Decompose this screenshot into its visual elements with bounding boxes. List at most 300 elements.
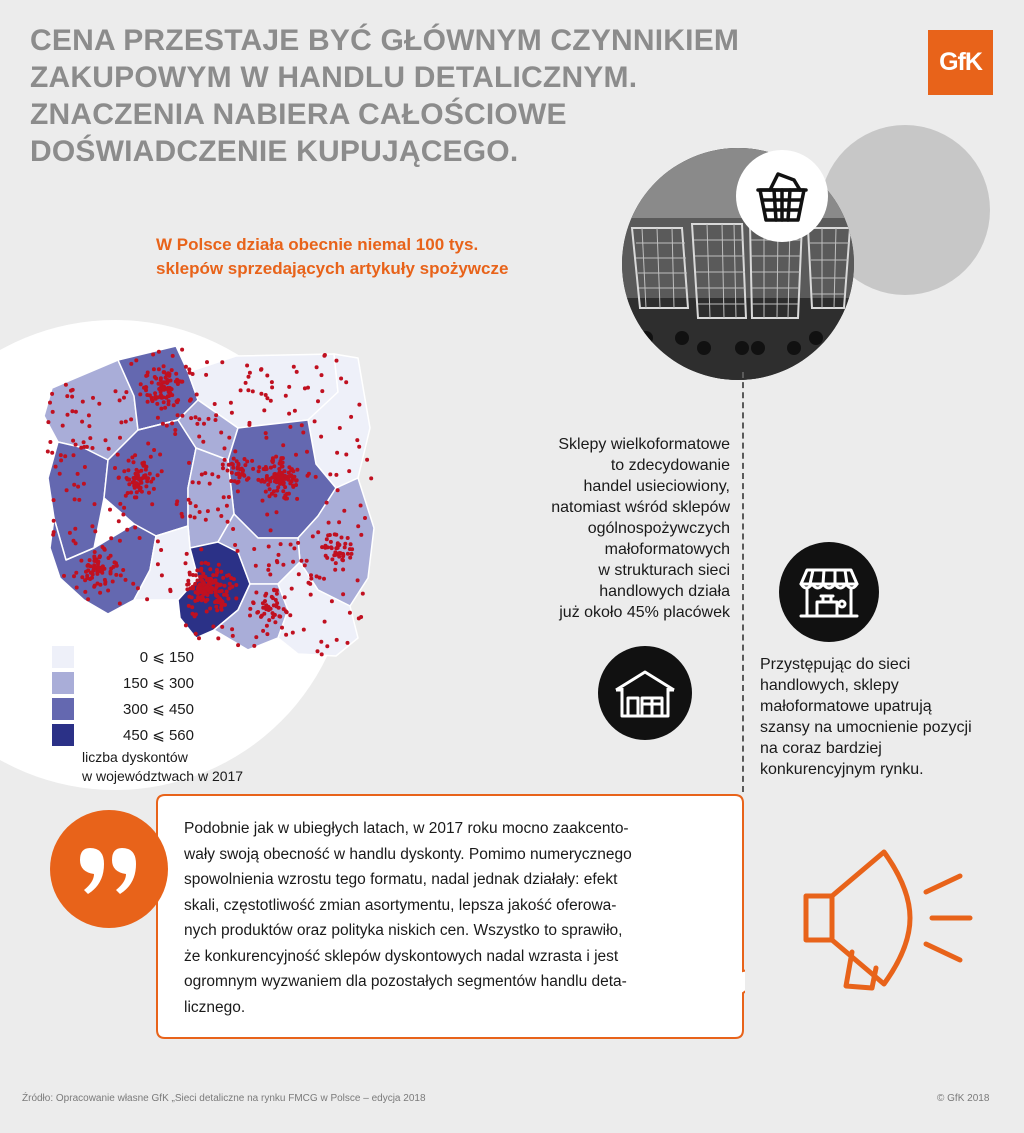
- store-dot: [221, 466, 225, 470]
- store-dot: [295, 497, 299, 501]
- dashed-connector: [742, 372, 744, 792]
- store-dot: [191, 480, 195, 484]
- store-dot: [326, 545, 330, 549]
- store-dot: [194, 632, 198, 636]
- store-dot: [287, 478, 291, 482]
- store-dot: [230, 462, 234, 466]
- headline-line: ZNACZENIA NABIERA CAŁOŚCIOWE: [30, 98, 567, 131]
- store-dot: [214, 413, 218, 417]
- store-dot: [135, 484, 139, 488]
- store-dot: [207, 580, 211, 584]
- store-dot: [230, 411, 234, 415]
- info-line: handlowych działa: [599, 583, 730, 600]
- warehouse-icon: [598, 646, 692, 740]
- store-dot: [226, 469, 230, 473]
- store-dot: [233, 449, 237, 453]
- store-dot: [64, 383, 68, 387]
- store-dot: [152, 448, 156, 452]
- store-dot: [277, 553, 281, 557]
- store-dot: [252, 644, 256, 648]
- store-dot: [266, 606, 270, 610]
- info-line: już około 45% placówek: [559, 604, 730, 621]
- store-dot: [145, 476, 149, 480]
- store-dot: [272, 603, 276, 607]
- store-dot: [184, 623, 188, 627]
- store-dot: [243, 457, 247, 461]
- store-dot: [51, 410, 55, 414]
- store-dot: [288, 425, 292, 429]
- store-dot: [325, 556, 329, 560]
- store-dot: [113, 560, 117, 564]
- store-dot: [261, 601, 265, 605]
- store-dot: [114, 389, 118, 393]
- store-dot: [315, 365, 319, 369]
- store-dot: [185, 552, 189, 556]
- quote-line: ogromnym wyzwaniem dla pozostałych segmentów handlu deta-: [184, 973, 627, 990]
- store-dot: [207, 588, 211, 592]
- store-dot: [301, 431, 305, 435]
- store-dot: [144, 465, 148, 469]
- headline-line: ZAKUPOWYM W HANDLU DETALICZNYM.: [30, 61, 638, 94]
- store-dot: [107, 447, 111, 451]
- store-dot: [225, 504, 229, 508]
- store-dot: [316, 649, 320, 653]
- store-dot: [265, 632, 269, 636]
- store-dot: [119, 573, 123, 577]
- store-dot: [336, 546, 340, 550]
- store-dot: [93, 529, 97, 533]
- store-dot: [58, 472, 62, 476]
- store-dot: [72, 483, 76, 487]
- store-dot: [216, 507, 220, 511]
- store-dot: [132, 476, 136, 480]
- store-dot: [160, 469, 164, 473]
- store-dot: [269, 466, 273, 470]
- store-dot: [51, 533, 55, 537]
- store-dot: [196, 596, 200, 600]
- store-dot: [197, 636, 201, 640]
- store-dot: [226, 597, 230, 601]
- store-dot: [189, 416, 193, 420]
- store-dot: [191, 612, 195, 616]
- store-dot: [211, 625, 215, 629]
- shop-stall-icon: [779, 542, 879, 642]
- store-dot: [199, 587, 203, 591]
- store-dot: [166, 371, 170, 375]
- store-dot: [247, 476, 251, 480]
- store-dot: [92, 555, 96, 559]
- store-dot: [320, 545, 324, 549]
- store-dot: [305, 450, 309, 454]
- store-dot: [329, 540, 333, 544]
- store-dot: [46, 450, 50, 454]
- store-dot: [174, 372, 178, 376]
- info-line: małoformatowych: [604, 541, 730, 558]
- store-dot: [322, 354, 326, 358]
- store-dot: [363, 516, 367, 520]
- store-dot: [85, 445, 89, 449]
- store-dot: [157, 367, 161, 371]
- store-dot: [314, 475, 318, 479]
- store-dot: [117, 519, 121, 523]
- store-dot: [76, 485, 80, 489]
- store-dot: [122, 506, 126, 510]
- store-dot: [74, 410, 78, 414]
- store-dot: [142, 386, 146, 390]
- store-dot: [323, 620, 327, 624]
- store-dot: [277, 606, 281, 610]
- store-dot: [248, 371, 252, 375]
- store-dot: [217, 563, 221, 567]
- store-dot: [311, 534, 315, 538]
- store-dot: [334, 533, 338, 537]
- store-dot: [292, 365, 296, 369]
- store-dot: [325, 537, 329, 541]
- store-dot: [146, 442, 150, 446]
- quote-text: [184, 816, 718, 1020]
- store-dot: [93, 550, 97, 554]
- large-formats-info: [480, 434, 730, 623]
- store-dot: [272, 474, 276, 478]
- store-dot: [221, 600, 225, 604]
- store-dot: [163, 406, 167, 410]
- store-dot: [220, 360, 224, 364]
- legend-swatch: [52, 646, 74, 668]
- store-dot: [200, 473, 204, 477]
- store-dot: [61, 424, 65, 428]
- store-dot: [91, 396, 95, 400]
- store-dot: [200, 561, 204, 565]
- store-dot: [193, 516, 197, 520]
- legend-swatch: [52, 698, 74, 720]
- store-dot: [83, 465, 87, 469]
- info-line: szansy na umocnienie pozycji: [760, 719, 972, 736]
- store-dot: [205, 610, 209, 614]
- store-dot: [349, 415, 353, 419]
- store-dot: [248, 607, 252, 611]
- store-dot: [305, 559, 309, 563]
- info-line: ogólnospożywczych: [587, 520, 730, 537]
- store-dot: [322, 577, 326, 581]
- store-dot: [254, 635, 258, 639]
- store-dot: [213, 579, 217, 583]
- store-dot: [125, 528, 129, 532]
- store-dot: [129, 362, 133, 366]
- megaphone-icon: [792, 848, 1012, 998]
- store-dot: [233, 543, 237, 547]
- store-dot: [153, 375, 157, 379]
- store-dot: [170, 368, 174, 372]
- store-dot: [133, 453, 137, 457]
- store-dot: [214, 605, 218, 609]
- store-dot: [350, 547, 354, 551]
- store-dot: [100, 571, 104, 575]
- store-dot: [259, 392, 263, 396]
- store-dot: [180, 512, 184, 516]
- store-dot: [194, 590, 198, 594]
- store-dot: [269, 399, 273, 403]
- store-dot: [268, 494, 272, 498]
- store-dot: [223, 458, 227, 462]
- store-dot: [316, 530, 320, 534]
- store-dot: [197, 435, 201, 439]
- store-dot: [82, 440, 86, 444]
- store-dot: [281, 489, 285, 493]
- store-dot: [221, 463, 225, 467]
- store-dot: [202, 597, 206, 601]
- store-dot: [80, 575, 84, 579]
- store-dot: [275, 559, 279, 563]
- store-dot: [272, 613, 276, 617]
- store-dot: [295, 468, 299, 472]
- store-dot: [225, 590, 229, 594]
- store-dot: [346, 641, 350, 645]
- store-dot: [116, 453, 120, 457]
- store-dot: [236, 489, 240, 493]
- store-dot: [72, 539, 76, 543]
- store-dot: [220, 604, 224, 608]
- store-dot: [162, 400, 166, 404]
- store-dot: [136, 473, 140, 477]
- store-dot: [356, 524, 360, 528]
- store-dot: [205, 360, 209, 364]
- store-dot: [204, 373, 208, 377]
- store-dot: [202, 422, 206, 426]
- legend-swatch: [52, 724, 74, 746]
- store-dot: [129, 417, 133, 421]
- store-dot: [214, 585, 218, 589]
- store-dot: [257, 469, 261, 473]
- store-dot: [204, 518, 208, 522]
- store-dot: [309, 577, 313, 581]
- store-dot: [175, 499, 179, 503]
- store-dot: [129, 491, 133, 495]
- store-dot: [197, 481, 201, 485]
- store-dot: [87, 413, 91, 417]
- headline: [30, 22, 790, 170]
- store-dot: [194, 504, 198, 508]
- store-dot: [92, 559, 96, 563]
- legend-swatch: [52, 672, 74, 694]
- store-dot: [274, 598, 278, 602]
- store-dot: [357, 445, 361, 449]
- store-dot: [283, 485, 287, 489]
- store-dot: [265, 513, 269, 517]
- store-dot: [97, 402, 101, 406]
- store-dot: [162, 370, 166, 374]
- store-dot: [196, 579, 200, 583]
- store-dot: [269, 528, 273, 532]
- store-dot: [259, 367, 263, 371]
- store-dot: [66, 413, 70, 417]
- store-dot: [127, 478, 131, 482]
- store-dot: [161, 386, 165, 390]
- store-dot: [251, 389, 255, 393]
- store-dot: [150, 381, 154, 385]
- store-dot: [207, 417, 211, 421]
- store-dot: [340, 536, 344, 540]
- store-dot: [80, 420, 84, 424]
- store-dot: [279, 456, 283, 460]
- store-dot: [151, 353, 155, 357]
- store-dot: [348, 611, 352, 615]
- store-dot: [150, 396, 154, 400]
- store-dot: [82, 482, 86, 486]
- quote-line: spowolnienia wzrostu tego formatu, nadal jednak działały: efekt: [184, 871, 618, 888]
- store-dot: [141, 462, 145, 466]
- store-dot: [87, 424, 91, 428]
- store-dot: [122, 469, 126, 473]
- store-dot: [338, 551, 342, 555]
- store-dot: [124, 578, 128, 582]
- store-dot: [284, 633, 288, 637]
- store-dot: [329, 545, 333, 549]
- store-dot: [114, 573, 118, 577]
- store-dot: [309, 593, 313, 597]
- store-dot: [159, 378, 163, 382]
- store-dot: [318, 576, 322, 580]
- store-dot: [159, 548, 163, 552]
- store-dot: [86, 597, 90, 601]
- store-dot: [344, 453, 348, 457]
- store-dot: [302, 628, 306, 632]
- store-dot: [188, 573, 192, 577]
- store-dot: [325, 644, 329, 648]
- store-dot: [337, 520, 341, 524]
- store-dot: [287, 385, 291, 389]
- store-dot: [121, 513, 125, 517]
- store-dot: [292, 546, 296, 550]
- store-dot: [211, 573, 215, 577]
- store-dot: [152, 367, 156, 371]
- store-dot: [259, 615, 263, 619]
- store-dot: [88, 558, 92, 562]
- store-dot: [219, 570, 223, 574]
- store-dot: [325, 501, 329, 505]
- store-dot: [369, 476, 373, 480]
- store-dot: [74, 443, 78, 447]
- store-dot: [149, 455, 153, 459]
- store-dot: [115, 564, 119, 568]
- store-dot: [291, 631, 295, 635]
- store-dot: [273, 494, 277, 498]
- store-dot: [319, 435, 323, 439]
- store-dot: [327, 521, 331, 525]
- store-dot: [245, 364, 249, 368]
- store-dot: [194, 612, 198, 616]
- store-dot: [230, 585, 234, 589]
- basket-icon: [736, 150, 828, 242]
- store-dot: [168, 588, 172, 592]
- store-dot: [320, 373, 324, 377]
- store-dot: [109, 536, 113, 540]
- store-dot: [208, 567, 212, 571]
- store-dot: [184, 561, 188, 565]
- store-dot: [359, 504, 363, 508]
- store-dot: [199, 567, 203, 571]
- store-dot: [299, 559, 303, 563]
- store-dot: [220, 625, 224, 629]
- store-dot: [251, 600, 255, 604]
- store-dot: [280, 465, 284, 469]
- store-dot: [355, 438, 359, 442]
- store-dot: [76, 472, 80, 476]
- store-dot: [68, 531, 72, 535]
- store-dot: [326, 533, 330, 537]
- store-dot: [131, 582, 135, 586]
- store-dot: [244, 381, 248, 385]
- store-dot: [54, 465, 58, 469]
- store-dot: [282, 607, 286, 611]
- store-dot: [171, 354, 175, 358]
- store-dot: [136, 586, 140, 590]
- store-dot: [340, 558, 344, 562]
- quote-line: że konkurencyjność sklepów dyskontowych nadal wzrasta i jest: [184, 947, 619, 965]
- store-dot: [256, 610, 260, 614]
- store-dot: [198, 510, 202, 514]
- store-dot: [188, 399, 192, 403]
- store-dot: [65, 394, 69, 398]
- store-dot: [173, 432, 177, 436]
- store-dot: [227, 495, 231, 499]
- store-dot: [190, 605, 194, 609]
- store-dot: [347, 469, 351, 473]
- quote-line: wały swoją obecność w handlu dyskonty. Pomimo numerycznego: [184, 845, 632, 863]
- store-dot: [187, 604, 191, 608]
- store-dot: [227, 573, 231, 577]
- store-dot: [309, 573, 313, 577]
- store-dot: [356, 578, 360, 582]
- legend-caption: [82, 748, 243, 786]
- store-dot: [278, 615, 282, 619]
- store-dot: [187, 498, 191, 502]
- quote-line: skali, częstotliwość zmian asortymentu, lepsza jakość oferowa-: [184, 896, 617, 914]
- store-dot: [251, 467, 255, 471]
- store-dot: [215, 568, 219, 572]
- store-dot: [180, 414, 184, 418]
- store-dot: [279, 542, 283, 546]
- store-dot: [273, 620, 277, 624]
- store-dot: [165, 387, 169, 391]
- store-dot: [293, 409, 297, 413]
- store-dot: [365, 458, 369, 462]
- store-dot: [146, 400, 150, 404]
- store-dot: [335, 638, 339, 642]
- store-dot: [272, 489, 276, 493]
- store-dot: [289, 468, 293, 472]
- store-dot: [156, 562, 160, 566]
- store-dot: [126, 468, 130, 472]
- store-dot: [118, 502, 122, 506]
- store-dot: [90, 524, 94, 528]
- store-dot: [349, 542, 353, 546]
- store-dot: [320, 389, 324, 393]
- store-dot: [153, 391, 157, 395]
- store-dot: [236, 643, 240, 647]
- legend-caption-line: w województwach w 2017: [82, 768, 244, 784]
- legend-label: 300 ⩽ 450: [123, 701, 194, 718]
- store-dot: [198, 583, 202, 587]
- store-dot: [291, 484, 295, 488]
- legend-caption-line: liczba dyskontów: [82, 749, 188, 765]
- store-dot: [180, 380, 184, 384]
- store-dot: [215, 599, 219, 603]
- store-dot: [306, 386, 310, 390]
- store-dot: [155, 402, 159, 406]
- info-line: Przystępując do sieci: [760, 656, 911, 673]
- store-dot: [187, 461, 191, 465]
- store-dot: [195, 568, 199, 572]
